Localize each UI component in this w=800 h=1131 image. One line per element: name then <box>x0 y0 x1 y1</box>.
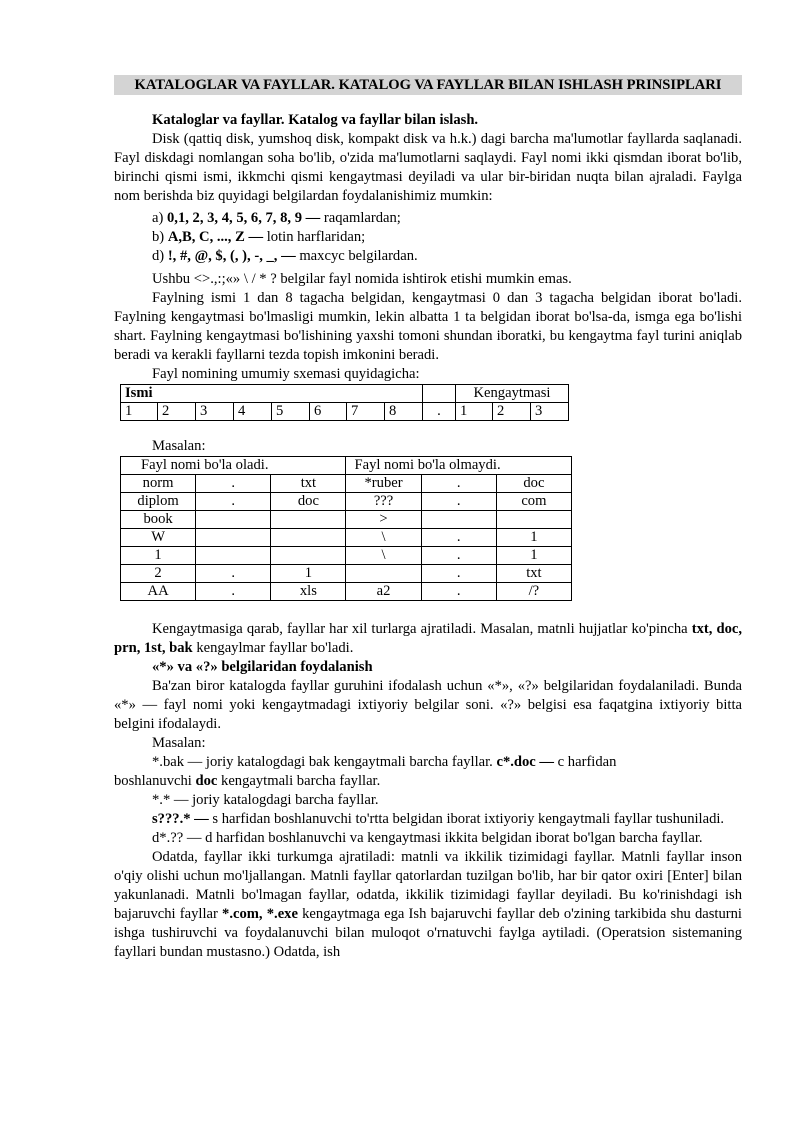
example-rows <box>121 475 572 601</box>
paragraph: Masalan: <box>152 735 206 751</box>
schema-cell: 3 <box>196 403 234 421</box>
table-cell: \ <box>346 529 421 547</box>
list-item: b) A,B, C, ..., Z — lotin harflaridan; <box>152 229 366 245</box>
table-row <box>121 583 572 601</box>
list-item: a) 0,1, 2, 3, 4, 5, 6, 7, 8, 9 — raqamlardan; <box>152 210 401 226</box>
table-cell: doc <box>496 475 571 493</box>
name-header: Ismi <box>121 385 423 403</box>
table-cell: txt <box>496 565 571 583</box>
extension-header: Kengaytmasi <box>456 385 569 403</box>
table-cell: . <box>421 565 496 583</box>
document-page <box>114 75 742 962</box>
paragraph: Odatda, fayllar ikki turkumga ajratiladi: matnli va ikkilik tizimidagi fayllar. Matnli fayllar inson o'qiy olishi uchun mo'ljallangan. Matnli fayllar qatorlardan tuzilgan bo'lib, har bir qator oxiri [Enter] bilan yakunlanadi. Matnli bo'lmagan fayllar, odatda, ikkilik tizimidagi fayllar deyiladi. Bu ko'rinishdagi ish bajaruvchi fayllar *.com, *.exe kengaytmaga ega Ish bajaruvchi fayllar deb o'zining tarkibida shu dasturni ishga tushiruvchi va foydalanuvchi bilan muloqot o'rnatuvchi faylga aytiladi. (Operatsion sistemaning fayllari bundan mustasno.) Odatda, ish <box>114 849 742 960</box>
paragraph: Kengaytmasiga qarab, fayllar har xil turlarga ajratiladi. Masalan, matnli hujjatlar ko'pincha txt, doc, prn, 1st, bak kengaylmar fayllar bo'ladi. <box>114 621 742 656</box>
table-cell: book <box>121 511 196 529</box>
schema-cell: 1 <box>121 403 158 421</box>
schema-cell: 8 <box>385 403 423 421</box>
example-line-continued: boshlanuvchi doc kengaytmali barcha fayllar. <box>114 773 381 789</box>
table-cell: xls <box>271 583 346 601</box>
schema-cell: 3 <box>531 403 569 421</box>
example-line: d*.?? — d harfidan boshlanuvchi va kengaytmasi ikkita belgidan iborat bo'lgan barcha fayllar. <box>152 830 703 846</box>
table-row <box>121 475 572 493</box>
table-cell: . <box>421 583 496 601</box>
table-cell: doc <box>271 493 346 511</box>
paragraph: Ba'zan biror katalogda fayllar guruhini ifodalash uchun «*», «?» belgilaridan foydalaniladi. Bunda «*» — fayl nomi yoki kengaytmadagi ixtiyoriy belgilar soni. «?» belgisi esa faqatgina ixtiyoriy bitta belgini ifodalaydi. <box>114 678 742 732</box>
table-cell: 1 <box>271 565 346 583</box>
table-cell <box>496 511 571 529</box>
table-cell: \ <box>346 547 421 565</box>
table-cell: . <box>196 493 271 511</box>
paragraph: Fayl nomining umumiy sxemasi quyidagicha: <box>152 366 420 382</box>
table-cell: norm <box>121 475 196 493</box>
table-cell: diplom <box>121 493 196 511</box>
schema-cell: 4 <box>234 403 272 421</box>
schema-cell: 7 <box>347 403 385 421</box>
filename-examples-table <box>120 456 572 601</box>
table-cell: . <box>196 565 271 583</box>
table-cell: 1 <box>121 547 196 565</box>
table-cell: . <box>421 547 496 565</box>
table-cell: 1 <box>496 529 571 547</box>
table-cell <box>196 529 271 547</box>
table-cell: AA <box>121 583 196 601</box>
schema-cell: 1 <box>456 403 493 421</box>
schema-cell: 5 <box>272 403 310 421</box>
schema-cell: 6 <box>310 403 347 421</box>
table-cell: . <box>196 475 271 493</box>
section-heading: Kataloglar va fayllar. Katalog va fayllar bilan islash. <box>152 112 479 128</box>
table-cell: > <box>346 511 421 529</box>
table-cell <box>271 511 346 529</box>
table-cell <box>196 547 271 565</box>
table-cell <box>271 529 346 547</box>
table-cell <box>196 511 271 529</box>
invalid-names-header: Fayl nomi bo'la olmaydi. <box>346 457 572 475</box>
table-cell: ??? <box>346 493 421 511</box>
schema-cell: 2 <box>158 403 196 421</box>
example-line: *.* — joriy katalogdagi barcha fayllar. <box>152 792 379 808</box>
table-cell: . <box>421 493 496 511</box>
table-row <box>121 547 572 565</box>
schema-cell: . <box>423 403 456 421</box>
table-cell: . <box>421 529 496 547</box>
table-row <box>121 493 572 511</box>
example-label: Masalan: <box>152 438 206 454</box>
paragraph: Ushbu <>.,:;«» \ / * ? belgilar fayl nomida ishtirok etishi mumkin emas. <box>152 271 572 287</box>
table-cell: txt <box>271 475 346 493</box>
table-cell: . <box>421 475 496 493</box>
table-cell: . <box>196 583 271 601</box>
table-cell: com <box>496 493 571 511</box>
section-heading: «*» va «?» belgilaridan foydalanish <box>152 659 373 675</box>
table-cell: W <box>121 529 196 547</box>
table-cell: 1 <box>496 547 571 565</box>
table-cell <box>346 565 421 583</box>
paragraph: Faylning ismi 1 dan 8 tagacha belgidan, kengaytmasi 0 dan 3 tagacha belgidan iborat bo'ladi. Faylning kengaytmasi bo'lmasligi mumkin, lekin albatta 1 ta belgidan iborat bo'lsa-da, ismga ega bo'lishi shart. Faylning kengaytmasi bo'lishining yaxshi tomoni shundan iboratki, bu kengaytma fayl turini aniqlab beradi va kerakli fayllarni tezda topish imkonini beradi. <box>114 290 742 363</box>
example-line: *.bak — joriy katalogdagi bak kengaytmali barcha fayllar. c*.doc — c harfidan <box>152 754 617 770</box>
valid-names-header: Fayl nomi bo'la oladi. <box>121 457 346 475</box>
table-row <box>121 529 572 547</box>
paragraph: Disk (qattiq disk, yumshoq disk, kompakt disk va h.k.) dagi barcha ma'lumotlar fayllarda saqlanadi. Fayl diskdagi nomlangan soha bo'lib, o'zida ma'lumotlarni saqlaydi. Fayl nomi ikki qismdan iborat bo'lib, birinchi qismi ismi, ikkmchi qismi kengaytmasi deyiladi va ular bir-biridan nuqta bilan ajraladi. Faylga nom berishda biz quyidagi belgilardan foydalanishimiz mumkin: <box>114 131 742 204</box>
document-title: KATALOGLAR VA FAYLLAR. KATALOG VA FAYLLAR BILAN ISHLASH PRINSIPLARI <box>114 75 742 95</box>
table-cell <box>421 511 496 529</box>
table-row <box>121 565 572 583</box>
table-cell <box>271 547 346 565</box>
table-cell: 2 <box>121 565 196 583</box>
schema-cell: 2 <box>493 403 531 421</box>
table-row <box>121 511 572 529</box>
table-cell: a2 <box>346 583 421 601</box>
list-item: d) !, #, @, $, (, ), -, _, — maxcyc belgilardan. <box>152 248 418 264</box>
filename-schema-table <box>120 384 569 421</box>
table-cell: *ruber <box>346 475 421 493</box>
example-line: s???.* — s harfidan boshlanuvchi to'rtta belgidan iborat ixtiyoriy kengaytmali fayllar tushuniladi. <box>152 811 725 827</box>
table-cell: /? <box>496 583 571 601</box>
